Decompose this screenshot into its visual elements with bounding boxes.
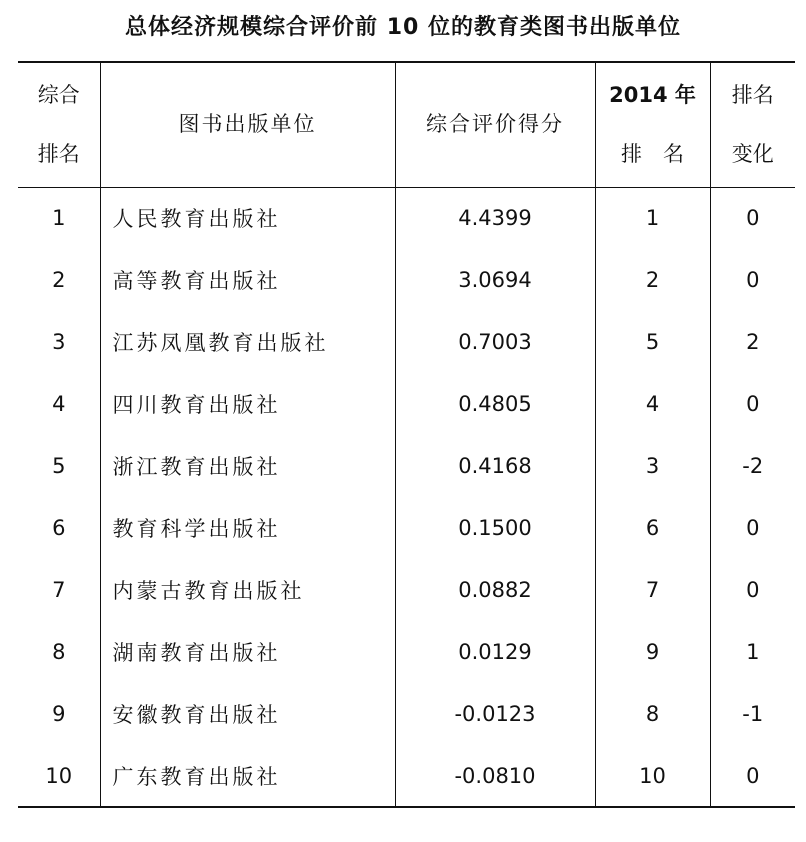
- cell-rank-change: -2: [710, 435, 795, 497]
- table-row: [18, 187, 795, 249]
- table-row: [18, 435, 795, 497]
- cell-score: 0.7003: [395, 311, 595, 373]
- table-row: [18, 311, 795, 373]
- table-row: [18, 249, 795, 311]
- cell-publisher: 内蒙古教育出版社: [100, 559, 395, 621]
- cell-rank-change: 0: [710, 745, 795, 807]
- cell-rank-change: 2: [710, 311, 795, 373]
- header-rank-2014-line1: 2014 年: [609, 82, 696, 107]
- table-row: [18, 497, 795, 559]
- cell-publisher: 四川教育出版社: [100, 373, 395, 435]
- ranking-table: [18, 61, 795, 808]
- header-overall-rank: [18, 62, 100, 187]
- table-row: [18, 559, 795, 621]
- table-row: [18, 683, 795, 745]
- cell-rank-change: 0: [710, 373, 795, 435]
- cell-overall-rank: 2: [52, 268, 66, 292]
- cell-score: 0.0882: [395, 559, 595, 621]
- cell-overall-rank: 8: [52, 640, 66, 664]
- header-rank-change-line2: 变化: [731, 141, 774, 166]
- cell-rank-2014: 3: [595, 435, 710, 497]
- cell-rank-2014: 4: [595, 373, 710, 435]
- cell-score: 4.4399: [395, 187, 595, 249]
- cell-overall-rank: 9: [52, 702, 66, 726]
- header-rank-change: [710, 62, 795, 187]
- cell-publisher: 浙江教育出版社: [100, 435, 395, 497]
- cell-publisher: 湖南教育出版社: [100, 621, 395, 683]
- cell-overall-rank: 6: [52, 516, 66, 540]
- cell-score: 0.1500: [395, 497, 595, 559]
- cell-rank-change: 0: [710, 249, 795, 311]
- header-rank-2014: [595, 62, 710, 187]
- cell-overall-rank: 7: [52, 578, 66, 602]
- cell-score: 0.4805: [395, 373, 595, 435]
- cell-rank-2014: 7: [595, 559, 710, 621]
- header-row: [18, 62, 795, 187]
- cell-overall-rank: 4: [52, 392, 66, 416]
- header-overall-rank-line1: 综合: [37, 82, 80, 107]
- cell-score: 0.0129: [395, 621, 595, 683]
- cell-rank-2014: 8: [595, 683, 710, 745]
- cell-publisher: 教育科学出版社: [100, 497, 395, 559]
- cell-rank-2014: 9: [595, 621, 710, 683]
- cell-rank-2014: 1: [595, 187, 710, 249]
- cell-publisher: 广东教育出版社: [100, 745, 395, 807]
- cell-publisher: 安徽教育出版社: [100, 683, 395, 745]
- cell-score: -0.0123: [395, 683, 595, 745]
- cell-rank-2014: 2: [595, 249, 710, 311]
- cell-score: 0.4168: [395, 435, 595, 497]
- table-row: [18, 621, 795, 683]
- cell-rank-change: 0: [710, 187, 795, 249]
- cell-rank-change: 1: [710, 621, 795, 683]
- cell-rank-change: 0: [710, 497, 795, 559]
- cell-score: 3.0694: [395, 249, 595, 311]
- header-publisher: 图书出版单位: [100, 62, 395, 187]
- cell-rank-2014: 6: [595, 497, 710, 559]
- cell-overall-rank: 3: [52, 330, 66, 354]
- cell-overall-rank: 5: [52, 454, 66, 478]
- cell-rank-change: 0: [710, 559, 795, 621]
- cell-rank-2014: 5: [595, 311, 710, 373]
- cell-rank-change: -1: [710, 683, 795, 745]
- header-overall-rank-line2: 排名: [37, 141, 80, 166]
- table-row: [18, 745, 795, 807]
- cell-overall-rank: 1: [52, 206, 66, 231]
- header-score: 综合评价得分: [395, 62, 595, 187]
- cell-score: -0.0810: [395, 745, 595, 807]
- table-row: [18, 373, 795, 435]
- cell-publisher: 江苏凤凰教育出版社: [100, 311, 395, 373]
- table-title: 总体经济规模综合评价前 10 位的教育类图书出版单位: [125, 15, 681, 40]
- cell-rank-2014: 10: [595, 745, 710, 807]
- cell-publisher: 人民教育出版社: [100, 187, 395, 249]
- header-rank-2014-line2: 排 名: [621, 141, 684, 166]
- cell-publisher: 高等教育出版社: [100, 249, 395, 311]
- cell-overall-rank: 10: [18, 745, 100, 807]
- header-rank-change-line1: 排名: [731, 82, 774, 107]
